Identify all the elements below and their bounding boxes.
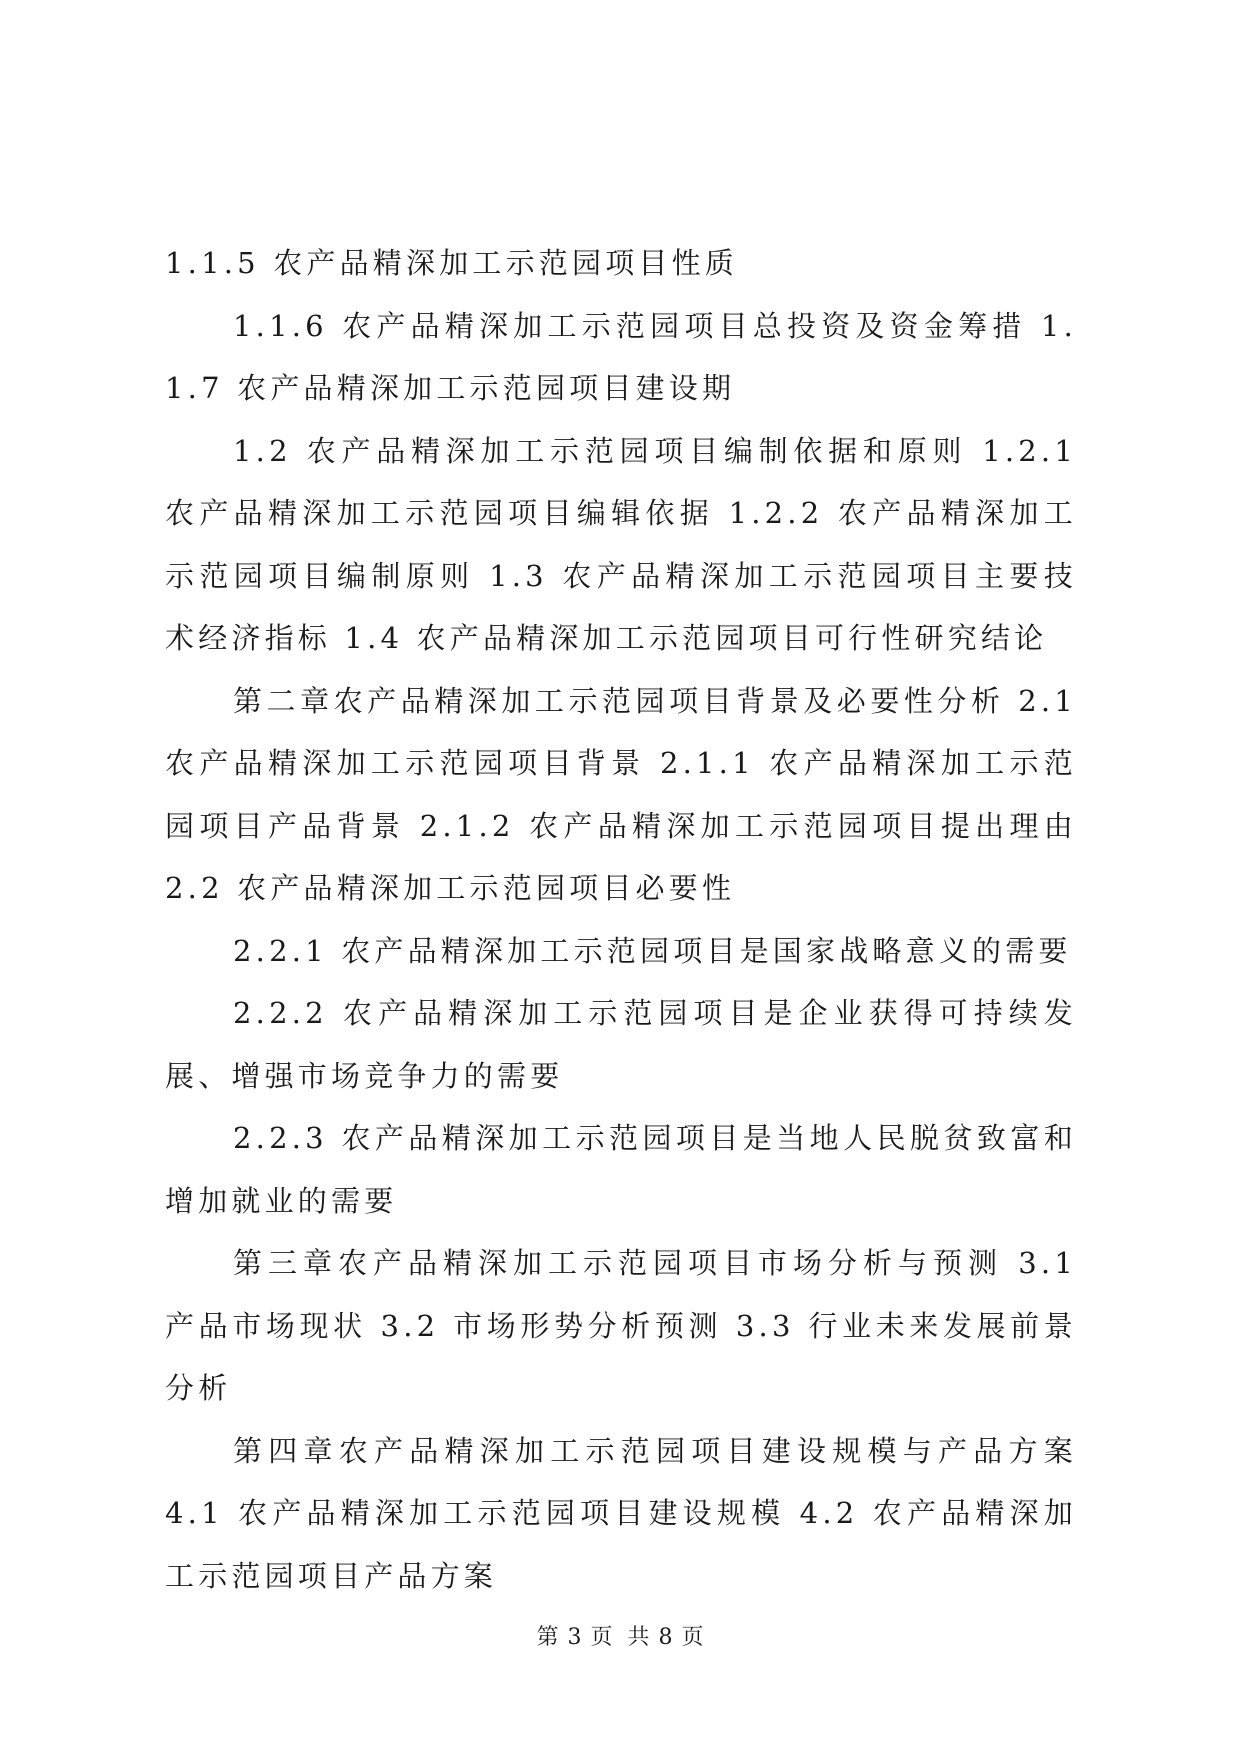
page-number-total: 共 8 页 xyxy=(627,1625,705,1650)
page-number-current: 第 3 页 xyxy=(536,1625,614,1650)
paragraph-chapter-2: 第二章农产品精深加工示范园项目背景及必要性分析 2.1 农产品精深加工示范园项目背景 2.1.1 农产品精深加工示范园项目产品背景 2.1.2 农产品精深加工示范园项目提出理由 2.2 农产品精深加工示范园项目必要性 xyxy=(165,683,1077,905)
paragraph-1-1-6: 1.1.6 农产品精深加工示范园项目总投资及资金筹措 1.1.7 农产品精深加工示范园项目建设期 xyxy=(165,308,1077,405)
paragraph-2-2-2: 2.2.2 农产品精深加工示范园项目是企业获得可持续发展、增强市场竞争力的需要 xyxy=(165,996,1077,1093)
paragraph-2-2-3: 2.2.3 农产品精深加工示范园项目是当地人民脱贫致富和增加就业的需要 xyxy=(165,1121,1077,1218)
paragraph-chapter-4: 第四章农产品精深加工示范园项目建设规模与产品方案 4.1 农产品精深加工示范园项目建设规模 4.2 农产品精深加工示范园项目产品方案 xyxy=(165,1433,1077,1593)
document-body xyxy=(165,232,1077,1607)
paragraph-chapter-3: 第三章农产品精深加工示范园项目市场分析与预测 3.1 产品市场现状 3.2 市场形势分析预测 3.3 行业未来发展前景分析 xyxy=(165,1246,1077,1405)
paragraph-1-1-5: 1.1.5 农产品精深加工示范园项目性质 xyxy=(165,246,739,280)
paragraph-2-2-1: 2.2.1 农产品精深加工示范园项目是国家战略意义的需要 xyxy=(233,933,1072,968)
page-footer xyxy=(0,1620,1241,1651)
paragraph-1-2: 1.2 农产品精深加工示范园项目编制依据和原则 1.2.1 农产品精深加工示范园项目编辑依据 1.2.2 农产品精深加工示范园项目编制原则 1.3 农产品精深加工示范园项目主要技术经济指标 1.4 农产品精深加工示范园项目可行性研究结论 xyxy=(165,433,1077,655)
